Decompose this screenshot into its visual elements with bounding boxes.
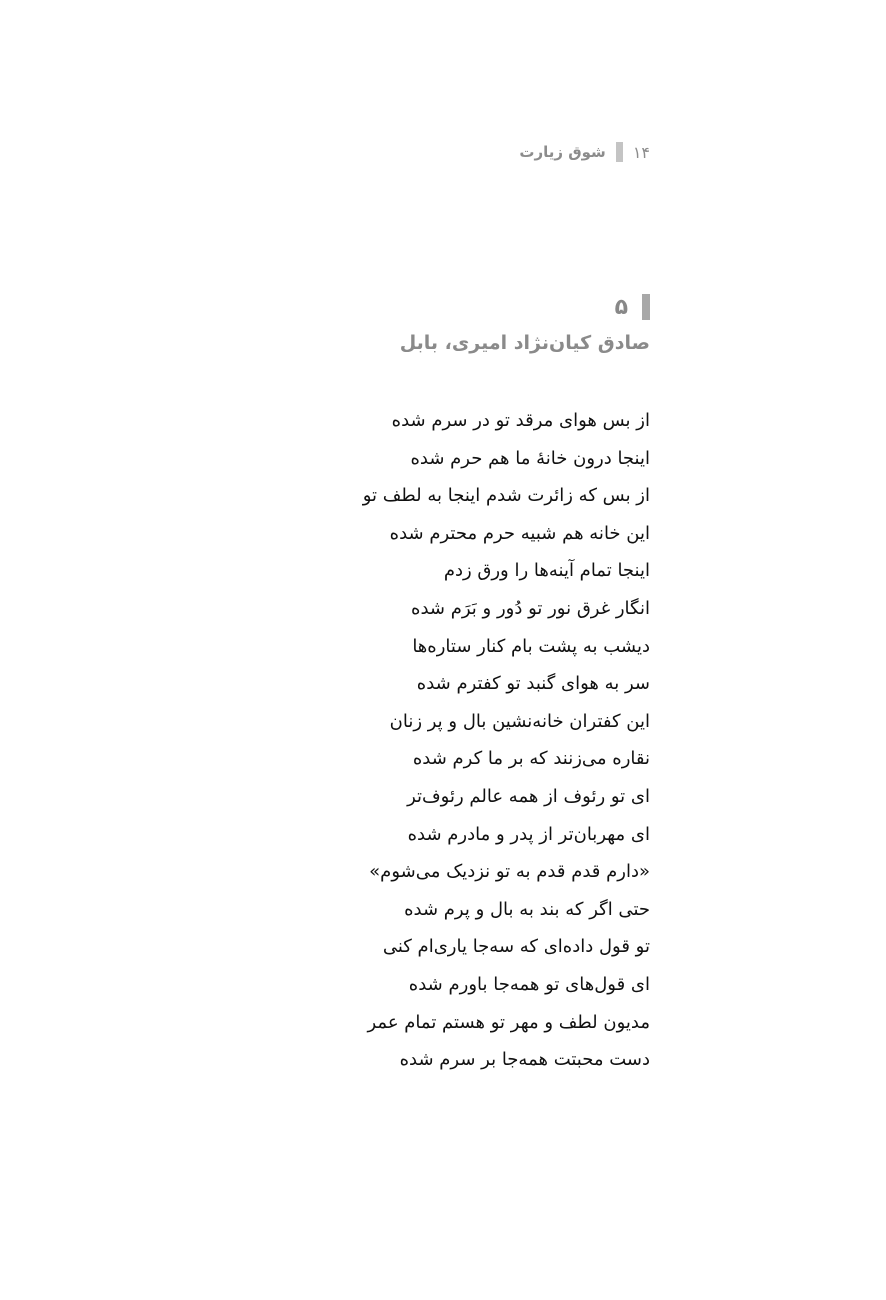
poem-line: اینجا درون خانۀ ما هم حرم شده <box>410 447 650 469</box>
poem-line: ای مهربان‌تر از پدر و مادرم شده <box>407 823 650 845</box>
poem-line: دیشب به پشت بام کنار ستاره‌ها <box>412 635 650 657</box>
poem-line: این خانه هم شبیه حرم محترم شده <box>389 522 650 544</box>
poem-number-row <box>400 292 650 322</box>
header-divider-bar <box>616 142 623 162</box>
poem-line: دست محبتت همه‌جا بر سرم شده <box>399 1049 650 1071</box>
book-title: شوق زیارت <box>519 143 606 161</box>
poem-line: انگار غرق نور تو دُور و بَرَم شده <box>411 597 650 619</box>
poem-body <box>363 402 650 1079</box>
poem-line: نقاره می‌زنند که بر ما کرم شده <box>412 748 650 770</box>
page-number: ۱۴ <box>632 142 650 162</box>
poem-number: ۵ <box>614 294 628 320</box>
poem-line: حتی اگر که بند به بال و پرم شده <box>404 898 650 920</box>
poem-line: تو قول داده‌ای که سه‌جا یاری‌ام کنی <box>382 936 650 958</box>
poem-number-bar <box>642 294 650 320</box>
poem-line: سر به هوای گنبد تو کفترم شده <box>416 673 650 695</box>
poem-line: از بس که زائرت شدم اینجا به لطف تو <box>362 485 650 507</box>
poem-heading <box>400 292 650 354</box>
poem-line: مدیون لطف و مهر تو هستم تمام عمر <box>367 1011 650 1033</box>
poem-line: از بس هوای مرقد تو در سرم شده <box>391 410 650 431</box>
poet-name: صادق کیان‌نژاد امیری، بابل <box>399 332 650 354</box>
poem-line: «دارم قدم قدم به تو نزدیک می‌شوم» <box>369 861 650 883</box>
running-header <box>519 142 650 162</box>
poem-line: ای تو رئوف از همه عالم رئوف‌تر <box>407 785 650 807</box>
poem-line: ای قول‌های تو همه‌جا باورم شده <box>408 973 650 995</box>
poem-line: این کفتران خانه‌نشین بال و پر زنان <box>389 710 650 732</box>
poem-line: اینجا تمام آینه‌ها را ورق زدم <box>443 560 650 582</box>
